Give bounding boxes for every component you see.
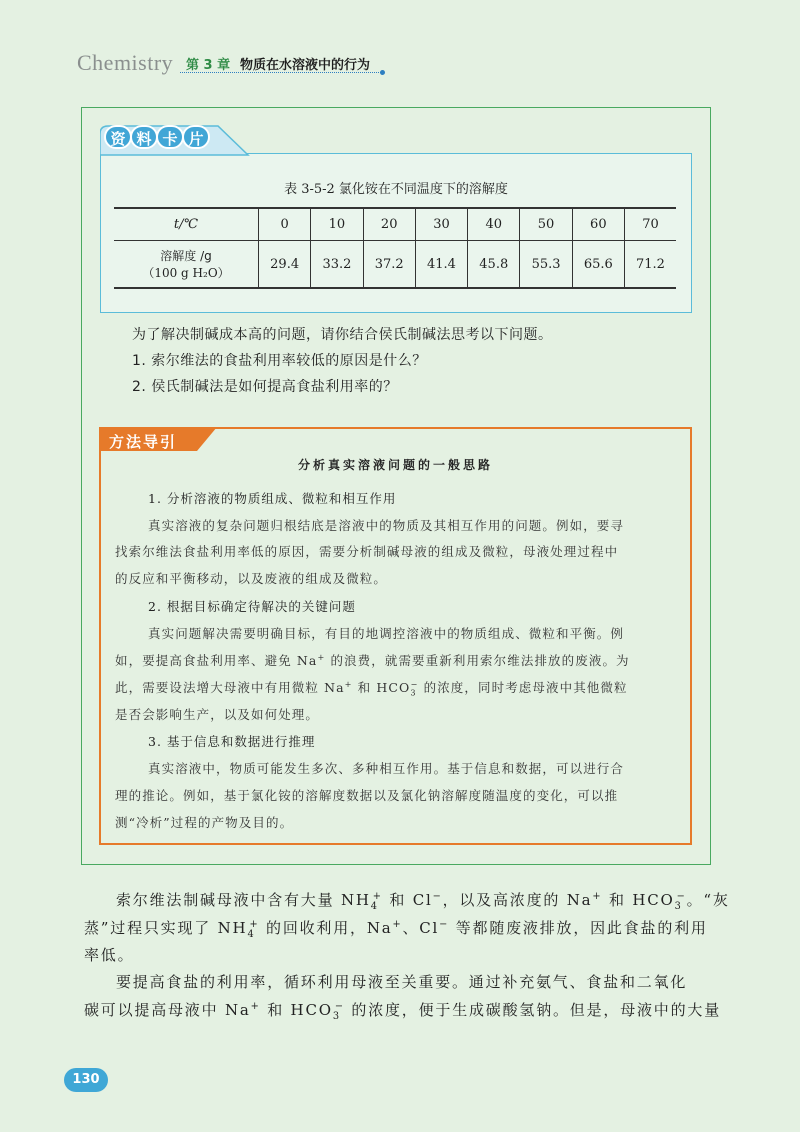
- body-text: 碳可以提高母液中 Na+ 和 $HCO_3^-$ 的浓度，便于生成碳酸氢钠。但是，母液中的大量: [84, 1001, 721, 1022]
- table-cell: 50: [520, 208, 572, 241]
- table-cell: 0: [259, 208, 311, 241]
- header-chapter: 第 3 章: [186, 58, 231, 73]
- header-title: 物质在水溶液中的行为: [240, 58, 371, 73]
- page-number: 130: [64, 1068, 108, 1092]
- guide-section-2-title: 2. 根据目标确定待解决的关键问题: [148, 599, 356, 614]
- table-cell: 55.3: [520, 241, 572, 289]
- table-cell: 40: [468, 208, 520, 241]
- tab-char: 料: [130, 125, 158, 149]
- method-guide-label: 方法导引: [109, 433, 178, 451]
- table-cell: 45.8: [468, 241, 520, 289]
- table-caption: 表 3-5-2 氯化铵在不同温度下的溶解度: [284, 182, 508, 197]
- table-cell: 41.4: [415, 241, 467, 289]
- table-cell: 65.6: [572, 241, 624, 289]
- question-2: 2. 侯氏制碱法是如何提高食盐利用率的？: [132, 379, 398, 395]
- header-brand: Chemistry: [77, 50, 174, 75]
- guide-section-1-title: 1. 分析溶液的物质组成、微粒和相互作用: [148, 491, 397, 506]
- row-label-solubility: 溶解度 /g （100 g H₂O）: [114, 241, 259, 289]
- header-dot: [380, 70, 385, 75]
- guide-text: 真实溶液的复杂问题归根结底是溶液中的物质及其相互作用的问题。例如，要寻: [148, 518, 625, 533]
- table-cell: 70: [624, 208, 676, 241]
- question-1: 1. 索尔维法的食盐利用率较低的原因是什么？: [132, 353, 427, 369]
- table-cell: 30: [415, 208, 467, 241]
- table-cell: 33.2: [311, 241, 363, 289]
- table-row-temperature: [114, 208, 676, 241]
- guide-text: 找索尔维法食盐利用率低的原因，需要分析制碱母液的组成及微粒，母液处理过程中: [115, 544, 619, 559]
- body-text: 索尔维法制碱母液中含有大量 $NH_4^+$ 和 Cl−，以及高浓度的 Na+ 和 $HCO_3^-$。“灰: [116, 891, 730, 912]
- guide-text: 的反应和平衡移动，以及废液的组成及微粒。: [115, 571, 388, 586]
- data-card-tab: [100, 119, 240, 155]
- body-text: 蒸”过程只实现了 $NH_4^+$ 的回收利用，Na+、Cl− 等都随废液排放，因此食盐的利用: [84, 919, 708, 940]
- header-rule: [180, 72, 383, 74]
- guide-text: 是否会影响生产，以及如何处理。: [115, 707, 320, 722]
- body-text: 要提高食盐的利用率，循环利用母液至关重要。通过补充氨气、食盐和二氧化: [116, 973, 688, 991]
- row-label-temperature: t/℃: [114, 208, 259, 241]
- table-cell: 29.4: [259, 241, 311, 289]
- table-cell: 10: [311, 208, 363, 241]
- table-cell: 20: [363, 208, 415, 241]
- tab-char: 卡: [156, 125, 184, 149]
- method-guide-tab-label-wrap: [99, 427, 219, 453]
- table-cell: 60: [572, 208, 624, 241]
- guide-text: 测“冷析”过程的产物及目的。: [115, 815, 294, 830]
- guide-section-3-title: 3. 基于信息和数据进行推理: [148, 734, 316, 749]
- tab-char: 片: [182, 125, 210, 149]
- guide-text: 真实溶液中，物质可能发生多次、多种相互作用。基于信息和数据，可以进行合: [148, 761, 625, 776]
- question-intro: 为了解决制碱成本高的问题，请你结合侯氏制碱法思考以下问题。: [132, 327, 553, 343]
- guide-text: 真实问题解决需要明确目标，有目的地调控溶液中的物质组成、微粒和平衡。例: [148, 626, 625, 641]
- guide-text: 此，需要设法增大母液中有用微粒 Na+ 和 $HCO_3^-$ 的浓度，同时考虑母液中其他微粒: [115, 678, 628, 698]
- table-cell: 37.2: [363, 241, 415, 289]
- guide-text: 如，要提高食盐利用率、避免 Na+ 的浪费，就需要重新利用索尔维法排放的废液。为: [115, 651, 630, 668]
- method-guide-heading: 分析真实溶液问题的一般思路: [297, 458, 493, 472]
- table-cell: 71.2: [624, 241, 676, 289]
- body-text: 率低。: [84, 946, 135, 964]
- table-row-solubility: [114, 241, 676, 289]
- tab-char: 资: [104, 125, 132, 149]
- solubility-table: [114, 207, 676, 289]
- guide-text: 理的推论。例如，基于氯化铵的溶解度数据以及氯化钠溶解度随温度的变化，可以推: [115, 788, 619, 803]
